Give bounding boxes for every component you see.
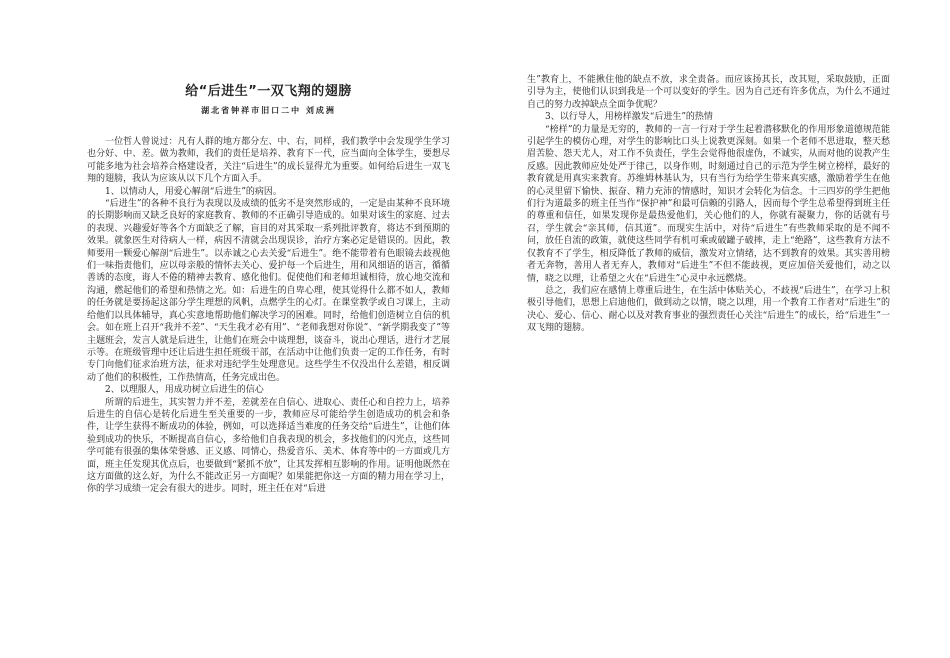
section-heading-3: 3、以行导人，用榜样激发“后进生”的热情 [545, 112, 713, 123]
paragraph-section-2: 所谓的后进生，其实智力并不差，差就差在自信心、进取心、责任心和自控力上，培养后进生的自信心是转化后进生至关重要的一步，教师应尽可能给学生创造成功的机会和条件，让学生获得不断成功的体验，例如，可以选择适当难度的任务交给“后进生”，让他们体验到成功的快乐，不断提高自信心，多给他们自我表现的机会，多找他们的闪光点，这些同学可能有很强的集体荣誉感、正义感、同情心，热爱音乐、美术、体育等中的一方面或几方面，班主任发现其优点后，也要做到“紧抓不放”，让其发挥相互影响的作用。证明他既然在这方面做的这么好，为什么不能改正另一方面呢？如果能把你这一方面的精力用在学习上，你的学习成绩一定会有很大的进步。同时，班主任在对“后进 [87, 397, 450, 495]
paragraph-conclusion: 总之，我们应在感情上尊重后进生，在生活中体贴关心，不歧视“后进生”，在学习上积极引导他们，思想上启迪他们，做到动之以情，晓之以理，用一个教育工作者对“后进生”的决心、爱心、信心、耐心以及对教育事业的强烈责任心关注“后进生”的成长，给“后进生”一双飞翔的翅膀。 [527, 285, 890, 334]
left-column [87, 80, 450, 496]
paragraph-section-2-continued: 生”教育上，不能揪住他的缺点不放，求全责备。而应该扬其长，改其短，采取鼓励，正面引导为主，使他们认识到我是一个可以变好的学生。因为自己还有许多优点，为什么不通过自己的努力改掉缺点全面争优呢？ [527, 75, 890, 110]
paragraph-section-1: “后进生”的各种不良行为表现以及成绩的低劣不是突然形成的，一定是由某种不良环境的长期影响而又缺乏良好的家庭教育、教师的不正确引导造成的。如果对该生的家庭、过去的表现、兴趣爱好等各个方面缺乏了解，盲目的对其采取一系列批评教育，将达不到预期的效果。就象医生对待病人一样，病因不清就会出现误诊，治疗方案必定是错误的。因此，教师要用一颗爱心解剖“后进生”。以赤诚之心去关爱“后进生”。绝不能带着有色眼镜去歧视他们一味指责他们，应以母亲般的情怀去关心、爱护每一个后进生，用和风细语的语言，循循善诱的态度，诲人不倦的精神去教育、感化他们。促使他们和老师坦诚相待，放心地交流和沟通，燃起他们的希望和热情之光。如：后进生的自卑心理，使其觉得什么都不如人，教师的任务就是要扬起这部分学生理想的风帆，点燃学生的心灯。在课堂教学或自习课上，主动给他们以具体辅导，真心实意地帮助他们解决学习的困难。同时，给他们创造树立自信的机会。如在班上召开“我并不差”、“天生我才必有用”、“老师我想对你说”、“新学期我变了”等主题班会，发言人就是后进生，让他们在班会中谈理想，谈奋斗，说出心理话，进行才艺展示等。在班级管理中还让后进生担任班级干部，在活动中让他们负责一定的工作任务，有时专门向他们征求治班方法，征求对违纪学生处理意见。这些学生不仅没出什么差错，相反调动了他们的积极性，工作热情高，任务完成出色。 [87, 199, 450, 383]
section-heading-2: 2、以理服人，用成功树立后进生的信心 [105, 385, 264, 396]
article-title: 给“后进生”一双飞翔的翅膀 [185, 84, 352, 99]
paragraph-section-3: “榜样”的力量是无穷的，教师的一言一行对于学生起着潜移默化的作用形象道德规范能引起学生的模仿心理，对学生的影响比口头上说教更深刻。如果一个老师不思进取，整天愁眉苦脸、怨天尤人，对工作不负责任，学生会觉得他很虚伪，不诚实，从而对他的说教产生反感。因此教师应处处严于律己，以身作则，时刻通过自己的示范为学生树立榜样，最好的教育就是用真实来教育。苏维姆林基认为，只有当行为给学生带来真实感，激励着学生在他的心灵里留下愉快、振奋、精力充沛的情感时，知识才会转化为信念。十三四岁的学生把他们行为道最多的班主任当作“保护神”和最可信赖的引路人，因而每个学生总希望得到班主任的尊重和信任，如果发现你是最热爱他们，关心他们的人，你就有凝聚力，你的话就有号召，学生就会“亲其师，信其道”。而现实生活中，对待“后进生”有些教师采取的是不闻不问，放任自流的政策，就使这些同学有机可乘或破罐子破摔，走上“绝路”，这些教育方法不仅教育不了学生，相反降低了教师的威信，激发对立情绪，达不到教育的效果。其实善用榜者无奔物，善用人者无弃人，教师对“后进生”不但不能歧视，更应加倍关爱他们，动之以情，晓之以理，让希望之火在“后进生”心灵中永远燃烧。 [527, 124, 890, 284]
section-heading-1: 1、以情动人，用爱心解剖“后进生”的病因。 [105, 186, 282, 197]
article-author: 湖北省钟祥市旧口二中 刘成洲 [201, 105, 336, 115]
paragraph-intro: 一位哲人曾说过：凡有人群的地方都分左、中、右，同样，我们教学中会发现学生学习也分好、中、差。做为教师，我们的责任是培养、教育下一代，应当面向全体学生，要想尽可能多地为社会培养合格建设者，关注“后进生”的成长显得尤为重要。如何给后进生一双飞翔的翅膀，我认为应该从以下几个方面入手。 [87, 137, 450, 185]
right-column [527, 74, 890, 335]
